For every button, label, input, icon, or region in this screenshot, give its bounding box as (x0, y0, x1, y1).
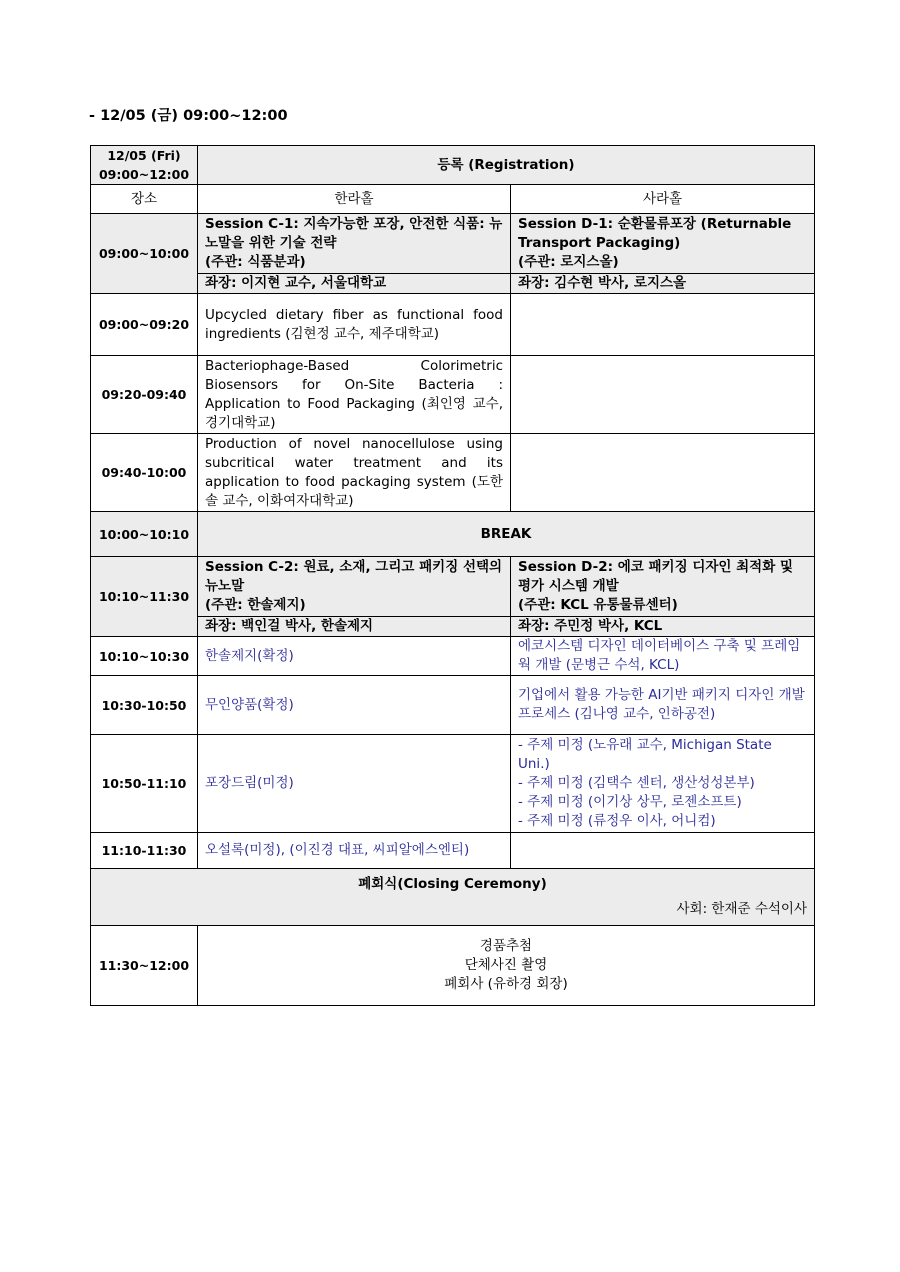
list-item: 경품추첨 (479, 938, 533, 954)
talk-time: 11:10-11:30 (91, 833, 198, 869)
session-d2-info (511, 557, 815, 617)
table-row (91, 294, 815, 356)
break-row (91, 512, 815, 557)
list-item: - 주제 미정 (김택수 센터, 생산성성본부) (518, 775, 755, 791)
closing-title: 폐회식(Closing Ceremony) (358, 876, 547, 892)
session-d2-title: Session D-2: 에코 패키징 디자인 최적화 및 평가 시스템 개발 (518, 559, 794, 594)
session-c2-info (198, 557, 511, 617)
session-c2-chair: 좌장: 백인걸 박사, 한솔제지 (198, 617, 511, 637)
table-row (91, 676, 815, 735)
session2-header-row (91, 557, 815, 617)
table-row (91, 735, 815, 833)
break-label: BREAK (198, 512, 815, 557)
list-item: - 주제 미정 (노유래 교수, Michigan State Uni.) (518, 737, 772, 772)
talk-d-topic (511, 833, 815, 869)
talk-c-topic: 포장드림(미정) (198, 735, 511, 833)
session2-chair-row (91, 617, 815, 637)
closing-mc: 사회: 한재준 수석이사 (676, 901, 807, 917)
list-item: - 주제 미정 (류정우 이사, 어니컴) (518, 813, 716, 829)
session-d2-host: (주관: KCL 유통물류센터) (518, 597, 678, 613)
talk-d-topic (511, 294, 815, 356)
session1-header-row (91, 214, 815, 274)
talk-time: 10:30-10:50 (91, 676, 198, 735)
talk-c-topic: Production of novel nanocellulose using subcritical water treatment and its application to food packaging system (도한솔 교수, 이화여자대학교) (198, 434, 511, 512)
table-row (91, 356, 815, 434)
session-c1-info (198, 214, 511, 274)
session1-chair-row (91, 274, 815, 294)
talk-time: 09:20-09:40 (91, 356, 198, 434)
table-row (91, 833, 815, 869)
final-time: 11:30~12:00 (91, 926, 198, 1006)
registration-label: 등록 (Registration) (198, 146, 815, 185)
session-c2-title: Session C-2: 원료, 소재, 그리고 패키징 선택의 뉴노말 (205, 559, 503, 594)
talk-d-topic (511, 356, 815, 434)
talk-time: 10:10~10:30 (91, 637, 198, 676)
talk-c-topic: Upcycled dietary fiber as functional food ingredients (김현정 교수, 제주대학교) (198, 294, 511, 356)
session-d1-title: Session D-1: 순환물류포장 (Returnable Transport Packaging) (518, 216, 792, 251)
talk-d-topic: 에코시스템 디자인 데이터베이스 구축 및 프레임웍 개발 (문병근 수석, KCL) (511, 637, 815, 676)
talk-c-topic: 무인양품(확정) (198, 676, 511, 735)
talk-time: 10:50-11:10 (91, 735, 198, 833)
hall-d-name: 사라홀 (511, 185, 815, 214)
session-d1-info (511, 214, 815, 274)
table-row (91, 434, 815, 512)
registration-date: 12/05 (Fri) (107, 148, 181, 163)
final-items (198, 926, 815, 1006)
list-item: 폐회사 (유하경 회장) (444, 976, 568, 992)
talk-c-topic: Bacteriophage-Based Colorimetric Biosensors for On-Site Bacteria : Application to Food Packaging (최인영 교수, 경기대학교) (198, 356, 511, 434)
hall-c-name: 한라홀 (198, 185, 511, 214)
registration-row (91, 146, 815, 185)
session2-time: 10:10~11:30 (91, 557, 198, 637)
talk-time: 09:40-10:00 (91, 434, 198, 512)
final-row (91, 926, 815, 1006)
talk-time: 09:00~09:20 (91, 294, 198, 356)
talk-c-topic: 오설록(미정), (이진경 대표, 씨피알에스엔티) (198, 833, 511, 869)
session-d2-chair: 좌장: 주민정 박사, KCL (511, 617, 815, 637)
talk-d-topic: 기업에서 활용 가능한 AI기반 패키지 디자인 개발 프로세스 (김나영 교수, 인하공전) (511, 676, 815, 735)
talk-d-topic-list (511, 735, 815, 833)
session-c1-host: (주관: 식품분과) (205, 254, 306, 270)
session-d1-host: (주관: 로지스올) (518, 254, 619, 270)
session1-time: 09:00~10:00 (91, 214, 198, 294)
table-row (91, 637, 815, 676)
registration-time (91, 146, 198, 185)
venue-row (91, 185, 815, 214)
closing-row (91, 869, 815, 926)
session-c1-title: Session C-1: 지속가능한 포장, 안전한 식품: 뉴노말을 위한 기술 전략 (205, 216, 503, 251)
closing-cell (91, 869, 815, 926)
break-time: 10:00~10:10 (91, 512, 198, 557)
talk-d-topic (511, 434, 815, 512)
registration-hours: 09:00~12:00 (98, 167, 190, 182)
list-item: 단체사진 촬영 (464, 957, 548, 973)
venue-label: 장소 (91, 185, 198, 214)
talk-c-topic: 한솔제지(확정) (198, 637, 511, 676)
session-d1-chair: 좌장: 김수현 박사, 로지스올 (511, 274, 815, 294)
list-item: - 주제 미정 (이기상 상무, 로젠소프트) (518, 794, 742, 810)
session-c1-chair: 좌장: 이지현 교수, 서울대학교 (198, 274, 511, 294)
page-heading: - 12/05 (금) 09:00~12:00 (89, 108, 288, 124)
session-c2-host: (주관: 한솔제지) (205, 597, 306, 613)
schedule-table (90, 145, 815, 1006)
